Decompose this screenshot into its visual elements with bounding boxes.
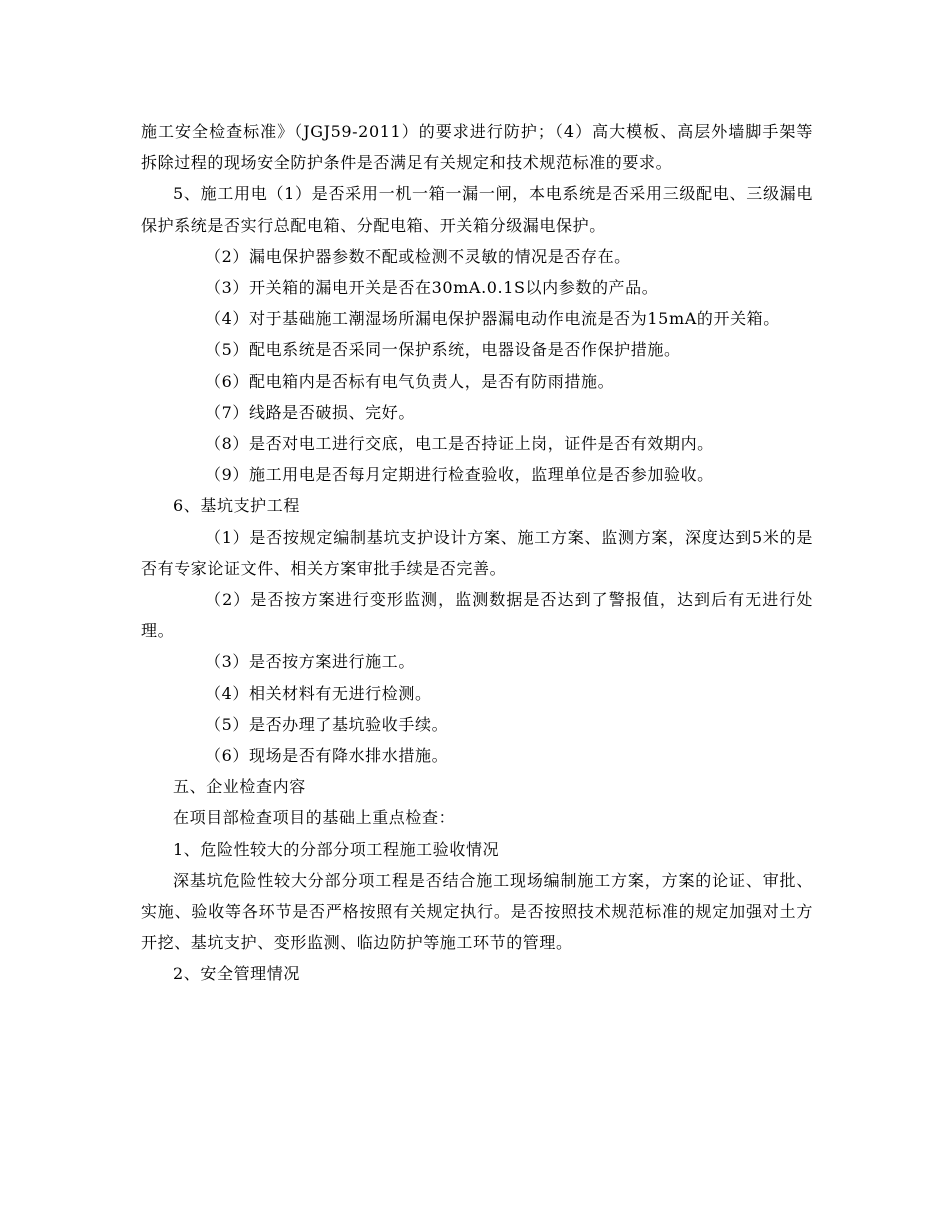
- paragraph-15: （4）相关材料有无进行检测。: [205, 683, 432, 703]
- paragraph-21: 深基坑危险性较大分部分项工程是否结合施工现场编制施工方案，方案的论证、审批、实施、验收等各环节是否严格按照有关规定执行。是否按照技术规范标准的规定加强对土方开挖、基坑支护、变形监测、临边防护等施工环节的管理。: [141, 870, 813, 953]
- paragraph-10: （9）施工用电是否每月定期进行检查验收，监理单位是否参加验收。: [205, 465, 714, 485]
- paragraph-4: （3）开关箱的漏电开关是否在30mA.0.1S以内参数的产品。: [205, 278, 659, 298]
- paragraph-19: 在项目部检查项目的基础上重点检查：: [173, 808, 456, 828]
- paragraph-5: （4）对于基础施工潮湿场所漏电保护器漏电动作电流是否为15mA的开关箱。: [205, 309, 780, 329]
- paragraph-13: （2）是否按方案进行变形监测，监测数据是否达到了警报值，达到后有无进行处理。: [141, 590, 813, 641]
- section-heading-enterprise-inspection: 五、企业检查内容: [173, 777, 306, 797]
- paragraph-14: （3）是否按方案进行施工。: [205, 652, 415, 672]
- subheading-safety-management: 2、安全管理情况: [173, 964, 300, 984]
- paragraph-2: 5、施工用电（1）是否采用一机一箱一漏一闸，本电系统是否采用三级配电、三级漏电保护系统是否实行总配电箱、分配电箱、开关箱分级漏电保护。: [141, 184, 813, 235]
- paragraph-1: 施工安全检查标准》（JGJ59-2011）的要求进行防护；（4）高大模板、高层外墙脚手架等拆除过程的现场安全防护条件是否满足有关规定和技术规范标准的要求。: [141, 122, 813, 173]
- paragraph-12: （1）是否按规定编制基坑支护设计方案、施工方案、监测方案，深度达到5米的是否有专家论证文件、相关方案审批手续是否完善。: [141, 527, 813, 578]
- paragraph-6: （5）配电系统是否采同一保护系统，电器设备是否作保护措施。: [205, 340, 681, 360]
- paragraph-17: （6）现场是否有降水排水措施。: [205, 746, 449, 766]
- paragraph-3: （2）漏电保护器参数不配或检测不灵敏的情况是否存在。: [205, 246, 631, 266]
- subheading-dangerous-works: 1、危险性较大的分部分项工程施工验收情况: [173, 839, 500, 859]
- document-body: [141, 116, 813, 990]
- paragraph-8: （7）线路是否破损、完好。: [205, 402, 415, 422]
- section-heading-foundation-pit: 6、基坑支护工程: [173, 496, 300, 516]
- paragraph-16: （5）是否办理了基坑验收手续。: [205, 714, 449, 734]
- paragraph-9: （8）是否对电工进行交底，电工是否持证上岗，证件是否有效期内。: [205, 434, 714, 454]
- paragraph-7: （6）配电箱内是否标有电气负责人，是否有防雨措施。: [205, 371, 615, 391]
